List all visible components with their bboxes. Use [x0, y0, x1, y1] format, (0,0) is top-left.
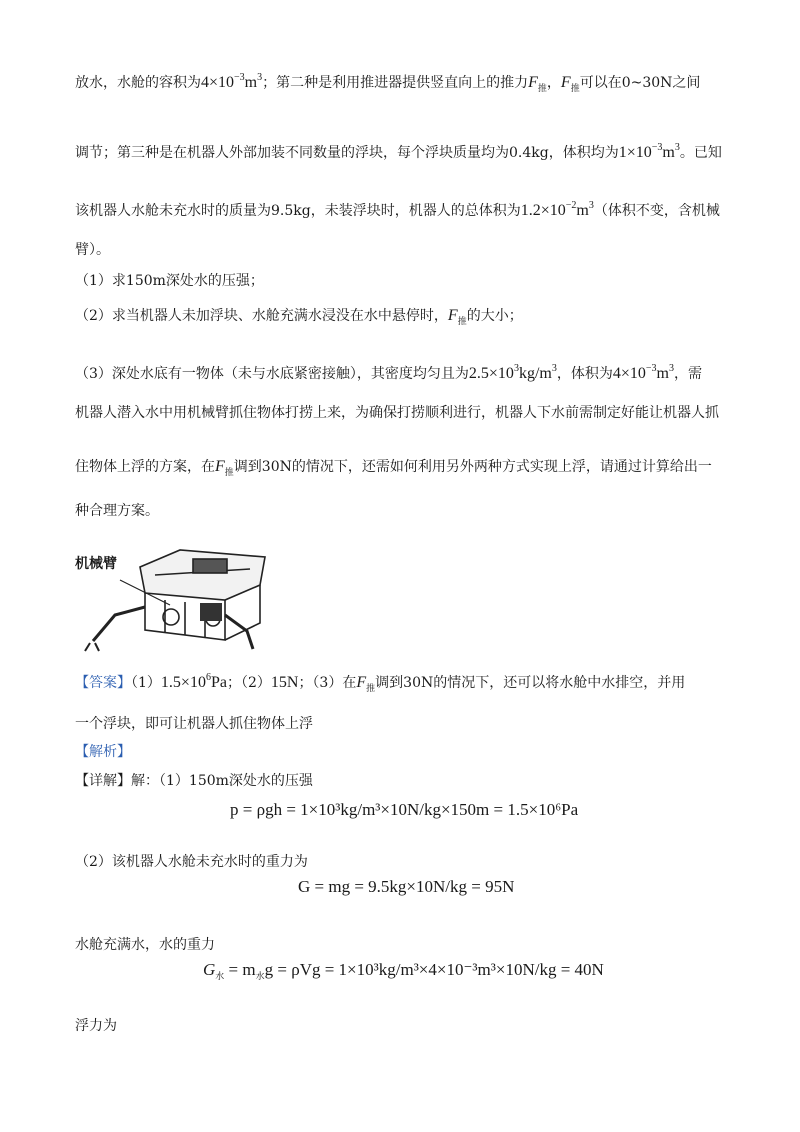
force-symbol: $F_推$ [560, 74, 580, 93]
detail-line: 【详解】解：（1）150m深处水的压强 [75, 773, 313, 789]
formula-water-gravity: $G_水 = m_水g = \rho Vg = 1\times 10^3kg/m^3\times 4\times 10^{-3}m^3\times 10N/kg = 40N$ [203, 960, 604, 981]
volume-value: $4\times 10^{-3}m^3$ [201, 72, 263, 91]
detail-tag: 【详解】 [75, 773, 131, 789]
question-2: （2）求当机器人未加浮块、水舱充满水浸没在水中悬停时，$F_推$的大小； [75, 307, 523, 326]
step-2-text: （2）该机器人水舱未充水时的重力为 [75, 854, 308, 870]
figure-label: 机械臂 [75, 556, 117, 572]
formula-pressure: p = ρgh = 1×10³kg/m³×10N/kg×150m = 1.5×10⁶Pa [230, 800, 579, 819]
force-symbol: $F_推$ [447, 307, 467, 326]
robot-body-shade [200, 603, 222, 621]
step-3-text: 水舱充满水，水的重力 [75, 937, 215, 953]
density-value: $2.5\times 10^3kg/m^3$ [468, 363, 557, 382]
problem-line-4: 臂）。 [75, 242, 110, 258]
force-symbol: $F_推$ [528, 74, 547, 93]
volume-value: $4\times 10^{-3}m^3$ [612, 363, 674, 382]
question-3-line-1: （3）深处水底有一物体（未与水底紧密接触），其密度均匀且为$2.5\times 10^3kg/m^3$，体积为$4\times 10^{-3}m^3$，需 [75, 363, 702, 382]
volume-value: $1.2\times 10^{-2}m^3$ [520, 200, 594, 219]
question-3-line-4: 种合理方案。 [75, 503, 159, 519]
force-symbol: $F_推$ [215, 458, 234, 477]
answer-1-value: $1.5\times 10^6Pa$ [160, 672, 227, 691]
answer-2-value: 15N [270, 674, 299, 691]
problem-line-2: 调节；第三种是在机器人外部加装不同数量的浮块，每个浮块质量均为0.4kg，体积均为$1\times 10^{-3}m^3$。已知 [75, 142, 722, 161]
robot-figure [75, 545, 270, 655]
question-3-line-3: 住物体上浮的方案，在$F_推$调到30N的情况下，还需如何利用另外两种方式实现上浮，请通过计算给出一 [75, 458, 712, 477]
formula-gravity: G = mg = 9.5kg×10N/kg = 95N [298, 877, 515, 896]
question-3-line-2: 机器人潜入水中用机械臂抓住物体打捞上来，为确保打捞顺利进行，机器人下水前需制定好能让机器人抓 [75, 405, 719, 421]
volume-value: $1\times 10^{-3}m^3$ [618, 142, 680, 161]
question-1: （1）求150m深处水的压强； [75, 273, 264, 289]
answer-line-1: 【答案】$(1)1.5\times 10^6Pa$；（2）15N；（3）在$F_推$调到30N的情况下，还可以将水舱中水排空，并用 [75, 672, 686, 693]
force-symbol: $F_推$ [356, 674, 376, 693]
problem-line-3: 该机器人水舱未充水时的质量为9.5kg，未装浮块时，机器人的总体积为$1.2\times 10^{-2}m^3$（体积不变，含机械 [75, 200, 720, 219]
answer-line-2: 一个浮块，即可让机器人抓住物体上浮 [75, 716, 313, 732]
analysis-tag: 【解析】 [75, 744, 131, 760]
step-4-text: 浮力为 [75, 1018, 117, 1034]
answer-tag: 【答案】 [75, 675, 131, 691]
problem-line-1: 放水，水舱的容积为$4\times 10^{-3}m^3$；第二种是利用推进器提供竖直向上的推力$F_推$，$F_推$可以在0~30N之间 [75, 72, 701, 93]
